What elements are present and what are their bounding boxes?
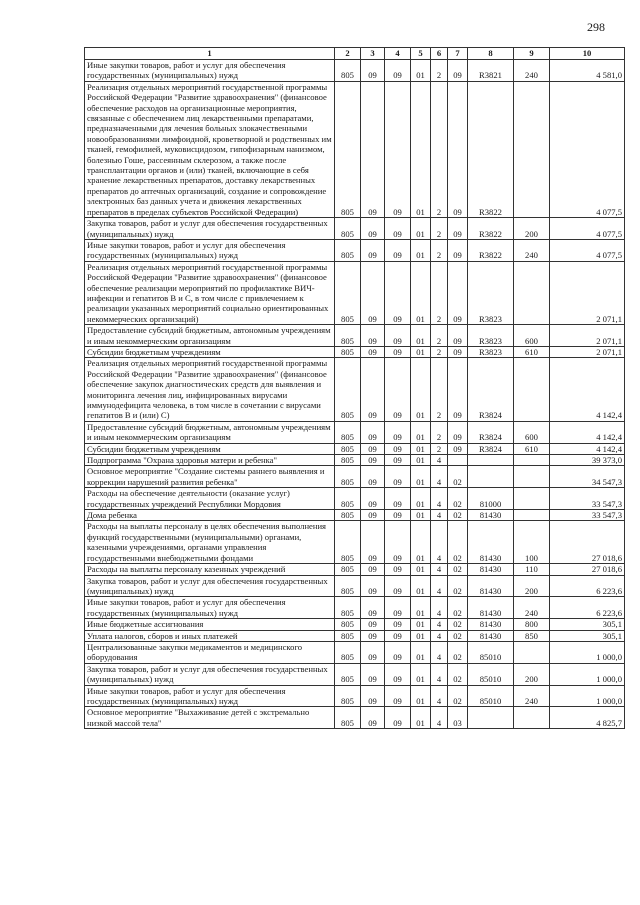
table-row [85, 488, 625, 510]
amount-cell: 33 547,3 [550, 510, 625, 521]
ministry-code-cell: 805 [335, 421, 361, 443]
expense-type-cell [514, 641, 550, 663]
subprogram-code-cell: 4 [431, 685, 448, 707]
table-row [85, 81, 625, 217]
section-code-cell: 09 [361, 641, 385, 663]
program-code-cell: 01 [411, 510, 431, 521]
page-number: 298 [587, 20, 605, 34]
program-code-cell: 01 [411, 619, 431, 630]
expense-type-cell: 850 [514, 630, 550, 641]
section-code-cell: 09 [361, 421, 385, 443]
event-code-cell: 02 [448, 641, 468, 663]
row-name-cell: Реализация отдельных мероприятий государственной программы Российской Федерации "Развитие здравоохранения" (финансовое обеспечение реализации мероприятий по профилактике ВИЧ-инфекции и гепатитов В и С, в том числе с привлечением к реализации указанных мероприятий социально ориентированных некоммерческих организаций) [85, 261, 335, 324]
ministry-code-cell: 805 [335, 443, 361, 454]
subsection-code-cell: 09 [385, 346, 411, 357]
program-code-cell: 01 [411, 685, 431, 707]
program-code-cell: 01 [411, 261, 431, 324]
column-header: 9 [514, 48, 550, 60]
subprogram-code-cell: 2 [431, 60, 448, 82]
program-code-cell: 01 [411, 521, 431, 564]
direction-code-cell: R3822 [468, 218, 514, 240]
direction-code-cell [468, 707, 514, 729]
expense-type-cell [514, 510, 550, 521]
direction-code-cell: R3824 [468, 358, 514, 421]
ministry-code-cell: 805 [335, 218, 361, 240]
expense-type-cell [514, 707, 550, 729]
row-name-cell: Централизованные закупки медикаментов и медицинского оборудования [85, 641, 335, 663]
expense-type-cell [514, 358, 550, 421]
section-code-cell: 09 [361, 564, 385, 575]
row-name-cell: Реализация отдельных мероприятий государственной программы Российской Федерации "Развитие здравоохранения" (финансовое обеспечение закупок диагностических средств для выявления и мониторинга лечения лиц, инфицированных вирусами иммунодефицита человека, в том числе в сочетании с вирусами гепатитов В и (или) С) [85, 358, 335, 421]
ministry-code-cell: 805 [335, 60, 361, 82]
subsection-code-cell: 09 [385, 455, 411, 466]
row-name-cell: Иные закупки товаров, работ и услуг для обеспечения государственных (муниципальных) нужд [85, 685, 335, 707]
subprogram-code-cell: 2 [431, 443, 448, 454]
expense-type-cell: 240 [514, 239, 550, 261]
table-row [85, 358, 625, 421]
amount-cell: 6 223,6 [550, 575, 625, 597]
section-code-cell: 09 [361, 619, 385, 630]
direction-code-cell [468, 466, 514, 488]
section-code-cell: 09 [361, 443, 385, 454]
column-header: 3 [361, 48, 385, 60]
subsection-code-cell: 09 [385, 239, 411, 261]
subprogram-code-cell: 2 [431, 261, 448, 324]
expense-type-cell [514, 81, 550, 217]
expense-type-cell: 610 [514, 346, 550, 357]
section-code-cell: 09 [361, 346, 385, 357]
subprogram-code-cell: 2 [431, 81, 448, 217]
amount-cell: 1 000,0 [550, 641, 625, 663]
section-code-cell: 09 [361, 510, 385, 521]
table-row [85, 575, 625, 597]
event-code-cell: 02 [448, 597, 468, 619]
direction-code-cell: 81430 [468, 564, 514, 575]
event-code-cell: 09 [448, 358, 468, 421]
expense-type-cell: 100 [514, 521, 550, 564]
program-code-cell: 01 [411, 325, 431, 347]
subprogram-code-cell: 4 [431, 641, 448, 663]
table-row [85, 239, 625, 261]
program-code-cell: 01 [411, 466, 431, 488]
program-code-cell: 01 [411, 564, 431, 575]
direction-code-cell: 81430 [468, 521, 514, 564]
ministry-code-cell: 805 [335, 81, 361, 217]
row-name-cell: Основное мероприятие "Выхаживание детей с экстремально низкой массой тела" [85, 707, 335, 729]
subsection-code-cell: 09 [385, 261, 411, 324]
event-code-cell: 09 [448, 239, 468, 261]
direction-code-cell: 81430 [468, 575, 514, 597]
event-code-cell: 02 [448, 510, 468, 521]
direction-code-cell: 81430 [468, 619, 514, 630]
table-row [85, 685, 625, 707]
table-row [85, 707, 625, 729]
amount-cell: 4 077,5 [550, 239, 625, 261]
ministry-code-cell: 805 [335, 575, 361, 597]
event-code-cell: 09 [448, 421, 468, 443]
expense-type-cell: 200 [514, 218, 550, 240]
amount-cell: 4 581,0 [550, 60, 625, 82]
program-code-cell: 01 [411, 218, 431, 240]
ministry-code-cell: 805 [335, 261, 361, 324]
direction-code-cell: 81430 [468, 510, 514, 521]
expense-type-cell: 240 [514, 597, 550, 619]
table-row [85, 641, 625, 663]
section-code-cell: 09 [361, 218, 385, 240]
ministry-code-cell: 805 [335, 641, 361, 663]
subprogram-code-cell: 4 [431, 510, 448, 521]
direction-code-cell: R3823 [468, 261, 514, 324]
expense-type-cell: 200 [514, 663, 550, 685]
table-row [85, 521, 625, 564]
subsection-code-cell: 09 [385, 630, 411, 641]
ministry-code-cell: 805 [335, 521, 361, 564]
row-name-cell: Субсидии бюджетным учреждениям [85, 346, 335, 357]
row-name-cell: Предоставление субсидий бюджетным, автономным учреждениям и иным некоммерческим организациям [85, 421, 335, 443]
direction-code-cell: 81430 [468, 597, 514, 619]
direction-code-cell: 85010 [468, 663, 514, 685]
amount-cell: 4 077,5 [550, 81, 625, 217]
subsection-code-cell: 09 [385, 81, 411, 217]
subsection-code-cell: 09 [385, 358, 411, 421]
ministry-code-cell: 805 [335, 685, 361, 707]
event-code-cell: 02 [448, 521, 468, 564]
expense-type-cell [514, 488, 550, 510]
ministry-code-cell: 805 [335, 488, 361, 510]
direction-code-cell: R3821 [468, 60, 514, 82]
table-row [85, 218, 625, 240]
amount-cell: 4 825,7 [550, 707, 625, 729]
program-code-cell: 01 [411, 81, 431, 217]
event-code-cell [448, 455, 468, 466]
subsection-code-cell: 09 [385, 521, 411, 564]
section-code-cell: 09 [361, 707, 385, 729]
column-header: 1 [85, 48, 335, 60]
expense-type-cell: 600 [514, 325, 550, 347]
program-code-cell: 01 [411, 488, 431, 510]
section-code-cell: 09 [361, 358, 385, 421]
amount-cell: 1 000,0 [550, 663, 625, 685]
subprogram-code-cell: 4 [431, 707, 448, 729]
expense-type-cell: 200 [514, 575, 550, 597]
amount-cell: 4 142,4 [550, 443, 625, 454]
subsection-code-cell: 09 [385, 575, 411, 597]
event-code-cell: 02 [448, 575, 468, 597]
event-code-cell: 02 [448, 685, 468, 707]
subprogram-code-cell: 4 [431, 521, 448, 564]
table-row [85, 510, 625, 521]
amount-cell: 4 077,5 [550, 218, 625, 240]
direction-code-cell: 85010 [468, 685, 514, 707]
ministry-code-cell: 805 [335, 630, 361, 641]
table-row [85, 325, 625, 347]
expense-type-cell: 600 [514, 421, 550, 443]
program-code-cell: 01 [411, 630, 431, 641]
section-code-cell: 09 [361, 488, 385, 510]
row-name-cell: Подпрограмма "Охрана здоровья матери и ребенка" [85, 455, 335, 466]
event-code-cell: 09 [448, 218, 468, 240]
amount-cell: 305,1 [550, 619, 625, 630]
section-code-cell: 09 [361, 685, 385, 707]
direction-code-cell: R3823 [468, 325, 514, 347]
subprogram-code-cell: 2 [431, 346, 448, 357]
subsection-code-cell: 09 [385, 641, 411, 663]
row-name-cell: Предоставление субсидий бюджетным, автономным учреждениям и иным некоммерческим организациям [85, 325, 335, 347]
amount-cell: 27 018,6 [550, 564, 625, 575]
program-code-cell: 01 [411, 597, 431, 619]
expense-type-cell: 240 [514, 685, 550, 707]
subprogram-code-cell: 4 [431, 619, 448, 630]
section-code-cell: 09 [361, 597, 385, 619]
amount-cell: 4 142,4 [550, 421, 625, 443]
section-code-cell: 09 [361, 521, 385, 564]
row-name-cell: Закупка товаров, работ и услуг для обеспечения государственных (муниципальных) нужд [85, 218, 335, 240]
table-row [85, 261, 625, 324]
amount-cell: 33 547,3 [550, 488, 625, 510]
amount-cell: 27 018,6 [550, 521, 625, 564]
amount-cell: 4 142,4 [550, 358, 625, 421]
program-code-cell: 01 [411, 346, 431, 357]
program-code-cell: 01 [411, 421, 431, 443]
expense-type-cell [514, 455, 550, 466]
budget-table [84, 47, 625, 729]
direction-code-cell: 85010 [468, 641, 514, 663]
program-code-cell: 01 [411, 663, 431, 685]
event-code-cell: 02 [448, 488, 468, 510]
row-name-cell: Иные закупки товаров, работ и услуг для обеспечения государственных (муниципальных) нужд [85, 597, 335, 619]
row-name-cell: Расходы на обеспечение деятельности (оказание услуг) государственных учреждений Республики Мордовия [85, 488, 335, 510]
row-name-cell: Расходы на выплаты персоналу казенных учреждений [85, 564, 335, 575]
amount-cell: 6 223,6 [550, 597, 625, 619]
section-code-cell: 09 [361, 325, 385, 347]
event-code-cell: 02 [448, 564, 468, 575]
section-code-cell: 09 [361, 630, 385, 641]
section-code-cell: 09 [361, 60, 385, 82]
event-code-cell: 09 [448, 261, 468, 324]
ministry-code-cell: 805 [335, 346, 361, 357]
ministry-code-cell: 805 [335, 619, 361, 630]
table-row [85, 663, 625, 685]
row-name-cell: Уплата налогов, сборов и иных платежей [85, 630, 335, 641]
subprogram-code-cell: 4 [431, 663, 448, 685]
table-row [85, 346, 625, 357]
program-code-cell: 01 [411, 358, 431, 421]
expense-type-cell: 110 [514, 564, 550, 575]
direction-code-cell: R3824 [468, 443, 514, 454]
amount-cell: 34 547,3 [550, 466, 625, 488]
table-row [85, 443, 625, 454]
subprogram-code-cell: 2 [431, 421, 448, 443]
ministry-code-cell: 805 [335, 663, 361, 685]
expense-type-cell: 240 [514, 60, 550, 82]
ministry-code-cell: 805 [335, 455, 361, 466]
column-header: 5 [411, 48, 431, 60]
amount-cell: 1 000,0 [550, 685, 625, 707]
column-header: 7 [448, 48, 468, 60]
event-code-cell: 02 [448, 630, 468, 641]
subsection-code-cell: 09 [385, 325, 411, 347]
section-code-cell: 09 [361, 466, 385, 488]
section-code-cell: 09 [361, 261, 385, 324]
subprogram-code-cell: 4 [431, 488, 448, 510]
amount-cell: 2 071,1 [550, 261, 625, 324]
row-name-cell: Основное мероприятие "Создание системы раннего выявления и коррекции нарушений развития ребенка" [85, 466, 335, 488]
subsection-code-cell: 09 [385, 707, 411, 729]
subsection-code-cell: 09 [385, 443, 411, 454]
direction-code-cell: R3823 [468, 346, 514, 357]
event-code-cell: 09 [448, 81, 468, 217]
section-code-cell: 09 [361, 455, 385, 466]
row-name-cell: Субсидии бюджетным учреждениям [85, 443, 335, 454]
subsection-code-cell: 09 [385, 564, 411, 575]
subprogram-code-cell: 4 [431, 597, 448, 619]
ministry-code-cell: 805 [335, 325, 361, 347]
row-name-cell: Иные бюджетные ассигнования [85, 619, 335, 630]
column-header: 6 [431, 48, 448, 60]
event-code-cell: 09 [448, 60, 468, 82]
subsection-code-cell: 09 [385, 218, 411, 240]
table-row [85, 60, 625, 82]
direction-code-cell: 81000 [468, 488, 514, 510]
direction-code-cell [468, 455, 514, 466]
subprogram-code-cell: 4 [431, 455, 448, 466]
program-code-cell: 01 [411, 575, 431, 597]
ministry-code-cell: 805 [335, 239, 361, 261]
row-name-cell: Иные закупки товаров, работ и услуг для обеспечения государственных (муниципальных) нужд [85, 60, 335, 82]
table-row [85, 564, 625, 575]
subprogram-code-cell: 2 [431, 325, 448, 347]
amount-cell: 305,1 [550, 630, 625, 641]
column-header: 10 [550, 48, 625, 60]
column-header: 2 [335, 48, 361, 60]
row-name-cell: Дома ребенка [85, 510, 335, 521]
event-code-cell: 09 [448, 443, 468, 454]
table-row [85, 421, 625, 443]
table-row [85, 619, 625, 630]
subsection-code-cell: 09 [385, 597, 411, 619]
subprogram-code-cell: 4 [431, 630, 448, 641]
column-header: 4 [385, 48, 411, 60]
direction-code-cell: R3822 [468, 239, 514, 261]
column-header: 8 [468, 48, 514, 60]
subprogram-code-cell: 2 [431, 218, 448, 240]
event-code-cell: 09 [448, 346, 468, 357]
row-name-cell: Расходы на выплаты персоналу в целях обеспечения выполнения функций государственными (муниципальными) органами, казенными учреждениями, органами управления государственными внебюджетными фондами [85, 521, 335, 564]
ministry-code-cell: 805 [335, 510, 361, 521]
event-code-cell: 03 [448, 707, 468, 729]
subprogram-code-cell: 2 [431, 239, 448, 261]
event-code-cell: 02 [448, 619, 468, 630]
row-name-cell: Реализация отдельных мероприятий государственной программы Российской Федерации "Развитие здравоохранения" (финансовое обеспечение расходов на организационные мероприятия, связанные с обеспечением лиц лекарственными препаратами, предназначенными для лечения больных злокачественными новообразованиями лимфоидной, кроветворной и родственных им тканей, гемофилией, муковисцидозом, гипофизарным нанизмом, болезнью Гоше, рассеянным склерозом, а также после трансплантации органов и (или) тканей, включающие в себя хранение лекарственных препаратов, доставку лекарственных препаратов до аптечных организаций, создание и сопровождение электронных баз данных учета и движения лекарственных препаратов в пределах субъектов Российской Федерации) [85, 81, 335, 217]
expense-type-cell: 610 [514, 443, 550, 454]
event-code-cell: 02 [448, 663, 468, 685]
amount-cell: 2 071,1 [550, 325, 625, 347]
program-code-cell: 01 [411, 455, 431, 466]
ministry-code-cell: 805 [335, 597, 361, 619]
table-row [85, 455, 625, 466]
row-name-cell: Иные закупки товаров, работ и услуг для обеспечения государственных (муниципальных) нужд [85, 239, 335, 261]
subsection-code-cell: 09 [385, 663, 411, 685]
amount-cell: 2 071,1 [550, 346, 625, 357]
subprogram-code-cell: 4 [431, 466, 448, 488]
section-code-cell: 09 [361, 81, 385, 217]
subprogram-code-cell: 4 [431, 564, 448, 575]
expense-type-cell [514, 261, 550, 324]
subsection-code-cell: 09 [385, 619, 411, 630]
subsection-code-cell: 09 [385, 510, 411, 521]
program-code-cell: 01 [411, 443, 431, 454]
table-row [85, 630, 625, 641]
expense-type-cell [514, 466, 550, 488]
subprogram-code-cell: 4 [431, 575, 448, 597]
amount-cell: 39 373,0 [550, 455, 625, 466]
table-row [85, 466, 625, 488]
section-code-cell: 09 [361, 575, 385, 597]
program-code-cell: 01 [411, 641, 431, 663]
ministry-code-cell: 805 [335, 564, 361, 575]
program-code-cell: 01 [411, 239, 431, 261]
table-row [85, 597, 625, 619]
subsection-code-cell: 09 [385, 421, 411, 443]
event-code-cell: 02 [448, 466, 468, 488]
row-name-cell: Закупка товаров, работ и услуг для обеспечения государственных (муниципальных) нужд [85, 575, 335, 597]
ministry-code-cell: 805 [335, 358, 361, 421]
ministry-code-cell: 805 [335, 707, 361, 729]
table-header-row [85, 48, 625, 60]
subsection-code-cell: 09 [385, 466, 411, 488]
event-code-cell: 09 [448, 325, 468, 347]
section-code-cell: 09 [361, 239, 385, 261]
subprogram-code-cell: 2 [431, 358, 448, 421]
expense-type-cell: 800 [514, 619, 550, 630]
section-code-cell: 09 [361, 663, 385, 685]
program-code-cell: 01 [411, 60, 431, 82]
row-name-cell: Закупка товаров, работ и услуг для обеспечения государственных (муниципальных) нужд [85, 663, 335, 685]
program-code-cell: 01 [411, 707, 431, 729]
subsection-code-cell: 09 [385, 488, 411, 510]
direction-code-cell: R3822 [468, 81, 514, 217]
subsection-code-cell: 09 [385, 60, 411, 82]
direction-code-cell: R3824 [468, 421, 514, 443]
direction-code-cell: 81430 [468, 630, 514, 641]
subsection-code-cell: 09 [385, 685, 411, 707]
ministry-code-cell: 805 [335, 466, 361, 488]
